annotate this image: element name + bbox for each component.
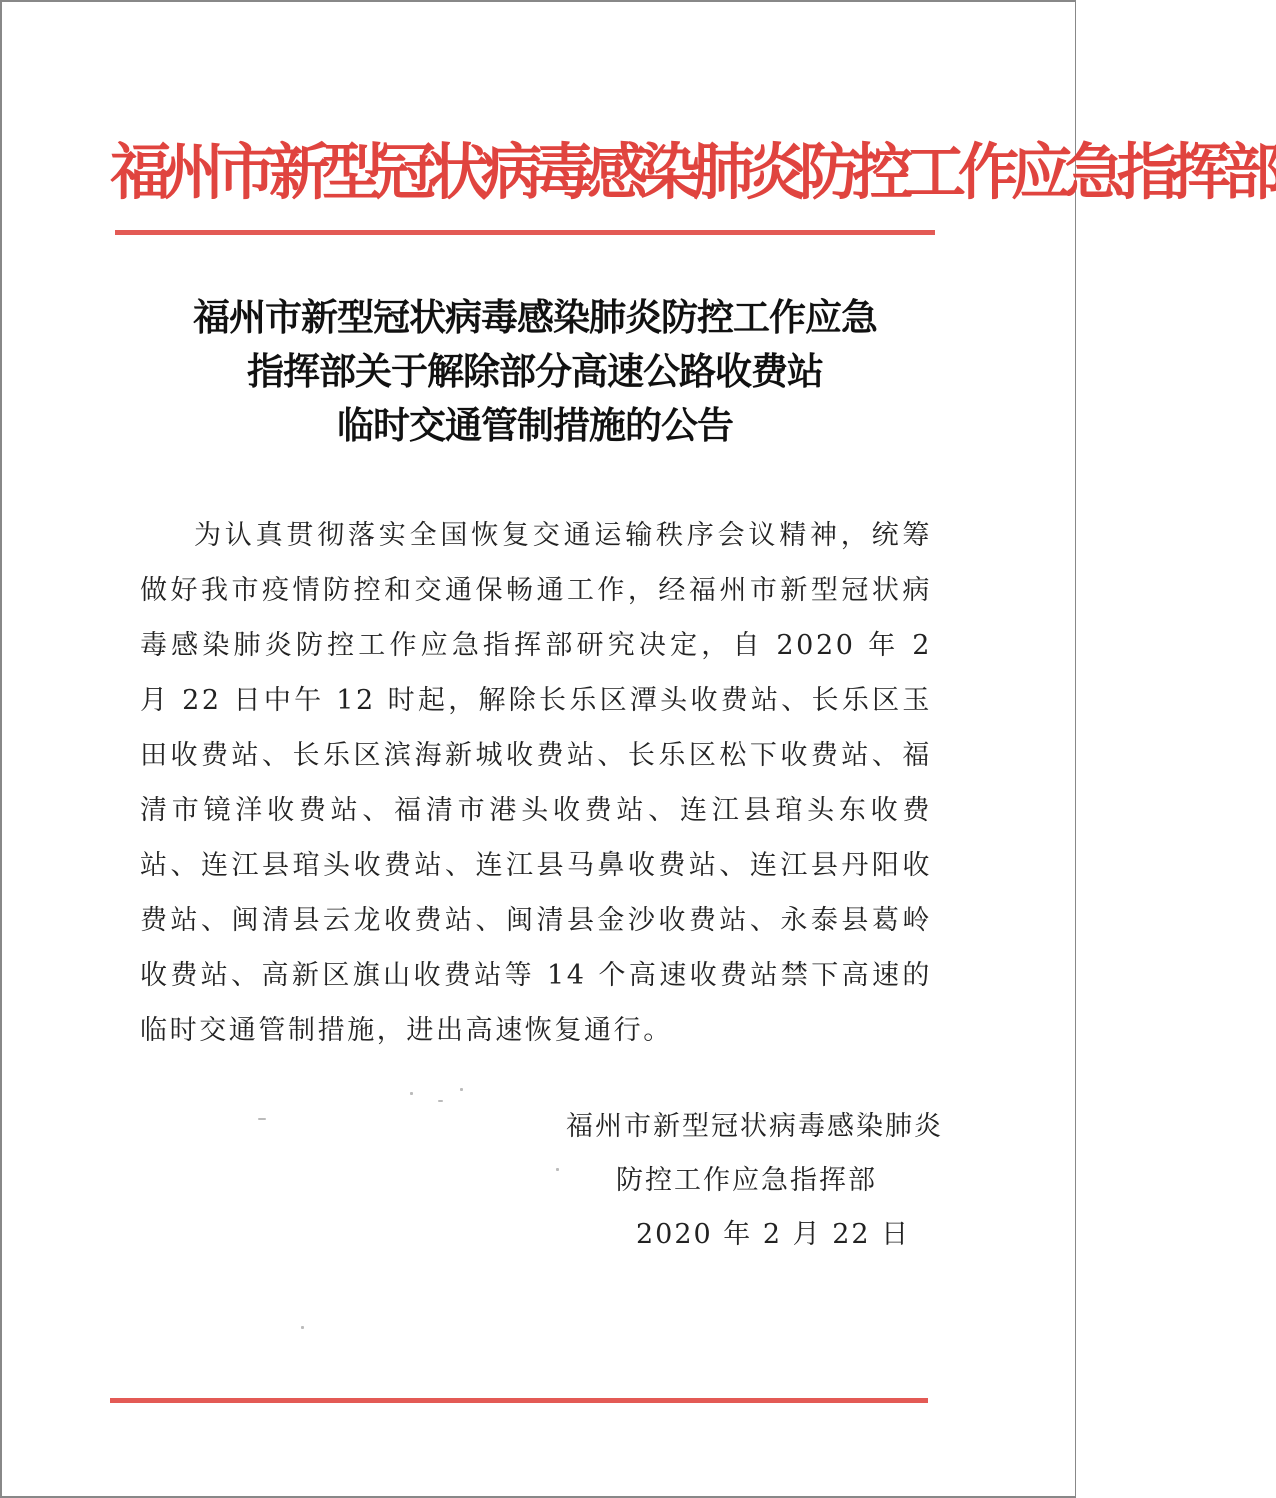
red-divider-top	[115, 230, 935, 235]
scan-speckle	[438, 1100, 443, 1102]
signature-block	[560, 1100, 943, 1262]
signature-date: 2020 年 2 月 22 日	[636, 1219, 911, 1250]
scan-speckle	[301, 1326, 304, 1329]
document-title	[120, 290, 950, 452]
scan-speckle	[410, 1092, 413, 1095]
title-line-2: 指挥部关于解除部分高速公路收费站	[247, 349, 823, 393]
scan-speckle	[460, 1088, 463, 1091]
signature-org-line-1: 福州市新型冠状病毒感染肺炎	[566, 1111, 943, 1142]
title-line-1: 福州市新型冠状病毒感染肺炎防控工作应急	[193, 295, 877, 339]
red-divider-bottom	[110, 1398, 928, 1403]
scan-speckle	[258, 1118, 266, 1120]
body-paragraph: 为认真贯彻落实全国恢复交通运输秩序会议精神，统筹做好我市疫情防控和交通保畅通工作，经福州市新型冠状病毒感染肺炎防控工作应急指挥部研究决定，自 2020 年 2 月 22 日中午 12 时起，解除长乐区潭头收费站、长乐区玉田收费站、长乐区滨海新城收费站、长乐区松下收费站、福清市镜洋收费站、福清市港头收费站、连江县琯头东收费站、连江县琯头收费站、连江县马鼻收费站、连江县丹阳收费站、闽清县云龙收费站、闽清县金沙收费站、永泰县葛岭收费站、高新区旗山收费站等 14 个高速收费站禁下高速的临时交通管制措施，进出高速恢复通行。	[140, 520, 932, 1046]
title-line-3: 临时交通管制措施的公告	[337, 403, 733, 447]
issuer-header: 福州市新型冠状病毒感染肺炎防控工作应急指挥部	[110, 137, 1276, 208]
scan-speckle	[556, 1168, 559, 1171]
signature-org-line-2: 防控工作应急指挥部	[616, 1165, 877, 1196]
